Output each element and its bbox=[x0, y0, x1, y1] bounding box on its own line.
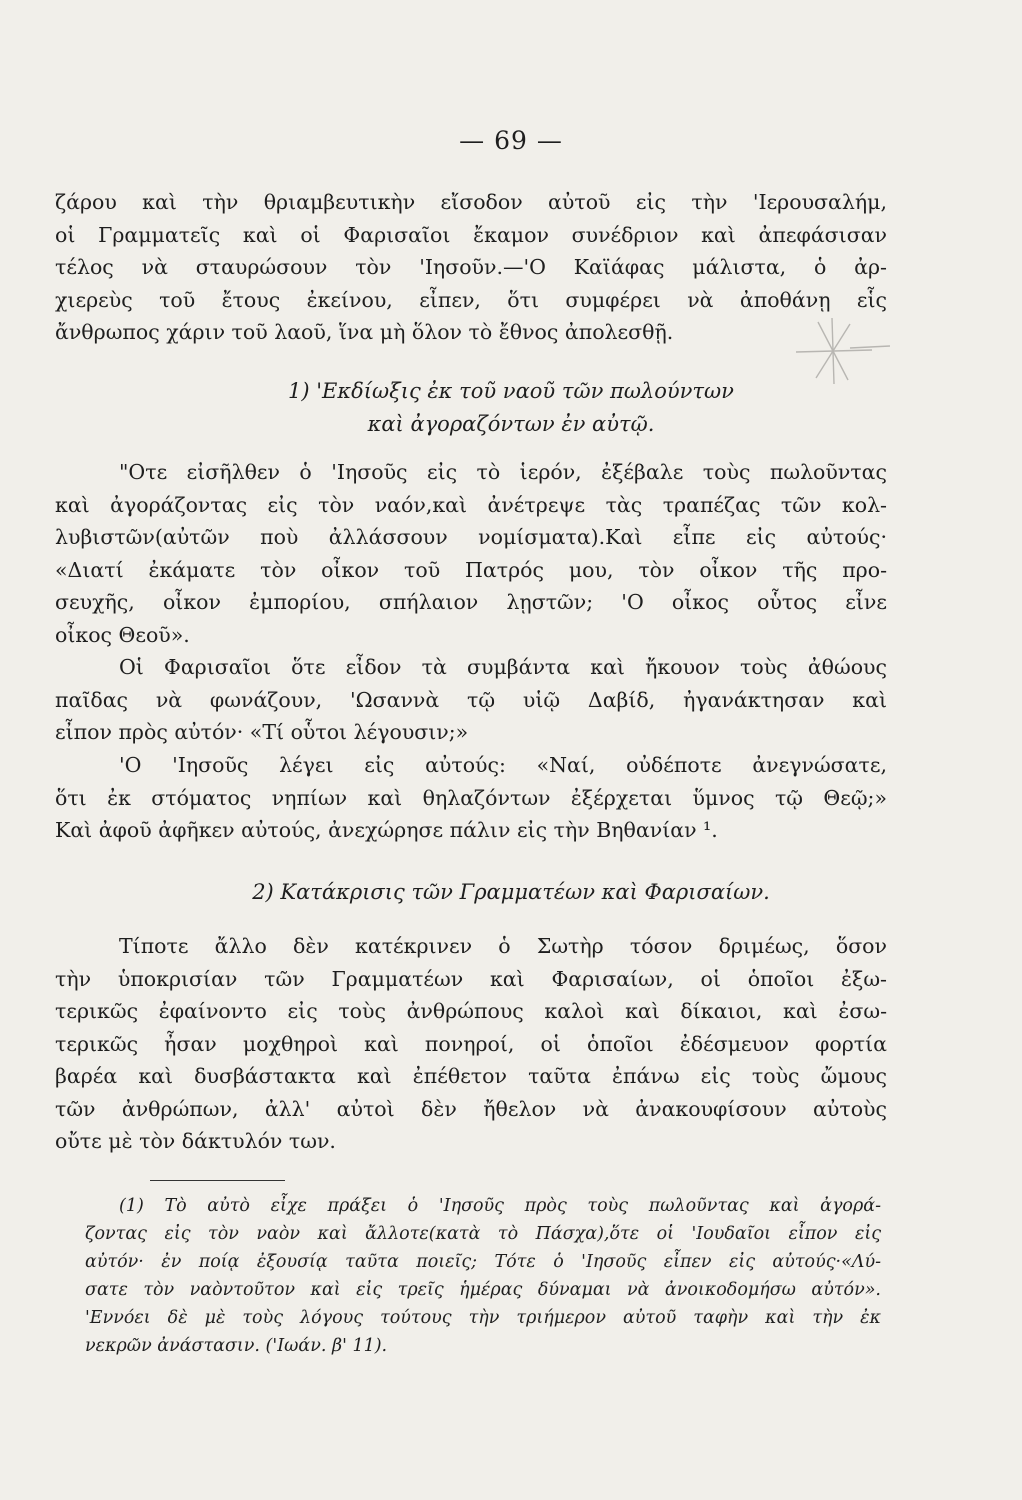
section-1-heading bbox=[0, 375, 1022, 441]
footnote-line: 'Εννόει δὲ μὲ τοὺς λόγους τούτους τὴν τριήμερον αὐτοῦ ταφὴν καὶ τὴν ἐκ bbox=[85, 1308, 881, 1328]
text-line: 'Ο 'Ιησοῦς λέγει εἰς αὐτούς: «Ναί, οὐδέποτε ἀνεγνώσατε, bbox=[119, 753, 887, 777]
text-line: ζάρου καὶ τὴν θριαμβευτικὴν εἴσοδον αὐτοῦ εἰς τὴν 'Ιερουσαλήμ, bbox=[55, 190, 887, 214]
text-line: σευχῆς, οἶκον ἐμπορίου, σπήλαιον λῃστῶν; 'Ο οἶκος οὗτος εἶνε bbox=[55, 590, 887, 614]
footnote-line: σατε τὸν ναὸντοῦτον καὶ εἰς τρεῖς ἡμέρας δύναμαι νὰ ἀνοικοδομήσω αὐτόν». bbox=[85, 1280, 881, 1300]
text-line: τερικῶς ἦσαν μοχθηροὶ καὶ πονηροί, οἱ ὁποῖοι ἐδέσμευον φορτία bbox=[55, 1031, 887, 1056]
footnote-line: νεκρῶν ἀνάστασιν. ('Ιωάν. β' 11). bbox=[85, 1336, 388, 1356]
text-line: οὔτε μὲ τὸν δάκτυλόν των. bbox=[55, 1129, 336, 1153]
text-line: ὅτι ἐκ στόματος νηπίων καὶ θηλαζόντων ἐξέρχεται ὕμνος τῷ Θεῷ;» bbox=[55, 785, 887, 810]
text-line: παῖδας νὰ φωνάζουν, 'Ωσαννὰ τῷ υἱῷ Δαβίδ, ἠγανάκτησαν καὶ bbox=[55, 687, 887, 712]
text-line: βαρέα καὶ δυσβάστακτα καὶ ἐπέθετον ταῦτα ἐπάνω εἰς τοὺς ὤμους bbox=[55, 1064, 887, 1088]
section-1-heading-line-2: καὶ ἀγοραζόντων ἐν αὐτῷ. bbox=[367, 412, 655, 436]
footnote-line: (1) Τὸ αὐτὸ εἶχε πράξει ὁ 'Ιησοῦς πρὸς τοὺς πωλοῦντας καὶ ἀγορά- bbox=[119, 1196, 881, 1216]
text-line: «Διατί ἐκάματε τὸν οἶκον τοῦ Πατρός μου, τὸν οἶκον τῆς προ- bbox=[55, 557, 887, 582]
text-line: Καὶ ἀφοῦ ἀφῆκεν αὐτούς, ἀνεχώρησε πάλιν εἰς τὴν Βηθανίαν ¹. bbox=[55, 818, 718, 842]
text-line: τὴν ὑποκρισίαν τῶν Γραμματέων καὶ Φαρισαίων, οἱ ὁποῖοι ἐξω- bbox=[55, 966, 887, 991]
text-line: οἶκος Θεοῦ». bbox=[55, 622, 190, 647]
text-line: τῶν ἀνθρώπων, ἀλλ' αὐτοὶ δὲν ἤθελον νὰ ἀνακουφίσουν αὐτοὺς bbox=[55, 1096, 887, 1121]
text-line: τέλος νὰ σταυρώσουν τὸν 'Ιησοῦν.—'Ο Καϊάφας μάλιστα, ὁ ἀρ- bbox=[55, 255, 887, 279]
footnote-line: αὐτόν· ἐν ποίᾳ ἐξουσίᾳ ταῦτα ποιεῖς; Τότε ὁ 'Ιησοῦς εἶπεν εἰς αὐτούς·«Λύ- bbox=[85, 1252, 881, 1272]
paragraph-5 bbox=[55, 930, 887, 1158]
footnote-line: ζοντας εἰς τὸν ναὸν καὶ ἄλλοτε(κατὰ τὸ Πάσχα),ὅτε οἱ 'Ιουδαῖοι εἶπον εἰς bbox=[85, 1224, 881, 1244]
page-number: — 69 — bbox=[459, 126, 563, 155]
text-line: "Οτε εἰσῆλθεν ὁ 'Ιησοῦς εἰς τὸ ἱερόν, ἐξέβαλε τοὺς πωλοῦντας bbox=[119, 460, 887, 484]
text-line: καὶ ἀγοράζοντας εἰς τὸν ναόν,καὶ ἀνέτρεψε τὰς τραπέζας τῶν κολ- bbox=[55, 492, 887, 517]
paragraph-2 bbox=[55, 456, 887, 651]
text-line: οἱ Γραμματεῖς καὶ οἱ Φαρισαῖοι ἔκαμον συνέδριον καὶ ἀπεφάσισαν bbox=[55, 222, 887, 247]
text-line: τερικῶς ἐφαίνοντο εἰς τοὺς ἀνθρώπους καλοὶ καὶ δίκαιοι, καὶ ἐσω- bbox=[55, 999, 887, 1023]
paragraph-4 bbox=[55, 749, 887, 847]
text-line: Οἱ Φαρισαῖοι ὅτε εἶδον τὰ συμβάντα καὶ ἤκουον τοὺς ἀθώους bbox=[119, 655, 887, 679]
paragraph-1 bbox=[55, 186, 887, 349]
text-line: Τίποτε ἄλλο δὲν κατέκρινεν ὁ Σωτὴρ τόσον δριμέως, ὅσον bbox=[119, 934, 887, 958]
text-line: χιερεὺς τοῦ ἔτους ἐκείνου, εἶπεν, ὅτι συμφέρει νὰ ἀποθάνῃ εἷς bbox=[55, 287, 887, 312]
section-2-heading: 2) Κατάκρισις τῶν Γραμματέων καὶ Φαρισαίων. bbox=[252, 880, 770, 904]
section-1-heading-line-1: 1) 'Εκδίωξις ἐκ τοῦ ναοῦ τῶν πωλούντων bbox=[288, 379, 734, 403]
footnote-divider bbox=[150, 1180, 285, 1181]
paragraph-3 bbox=[55, 651, 887, 749]
text-line: ἄνθρωπος χάριν τοῦ λαοῦ, ἵνα μὴ ὅλον τὸ ἔθνος ἀπολεσθῇ. bbox=[55, 320, 674, 344]
text-line: λυβιστῶν(αὐτῶν ποὺ ἀλλάσσουν νομίσματα).Καὶ εἶπε εἰς αὐτούς· bbox=[55, 525, 887, 549]
text-line: εἶπον πρὸς αὐτόν· «Τί οὗτοι λέγουσιν;» bbox=[55, 720, 469, 744]
footnote bbox=[85, 1192, 881, 1360]
